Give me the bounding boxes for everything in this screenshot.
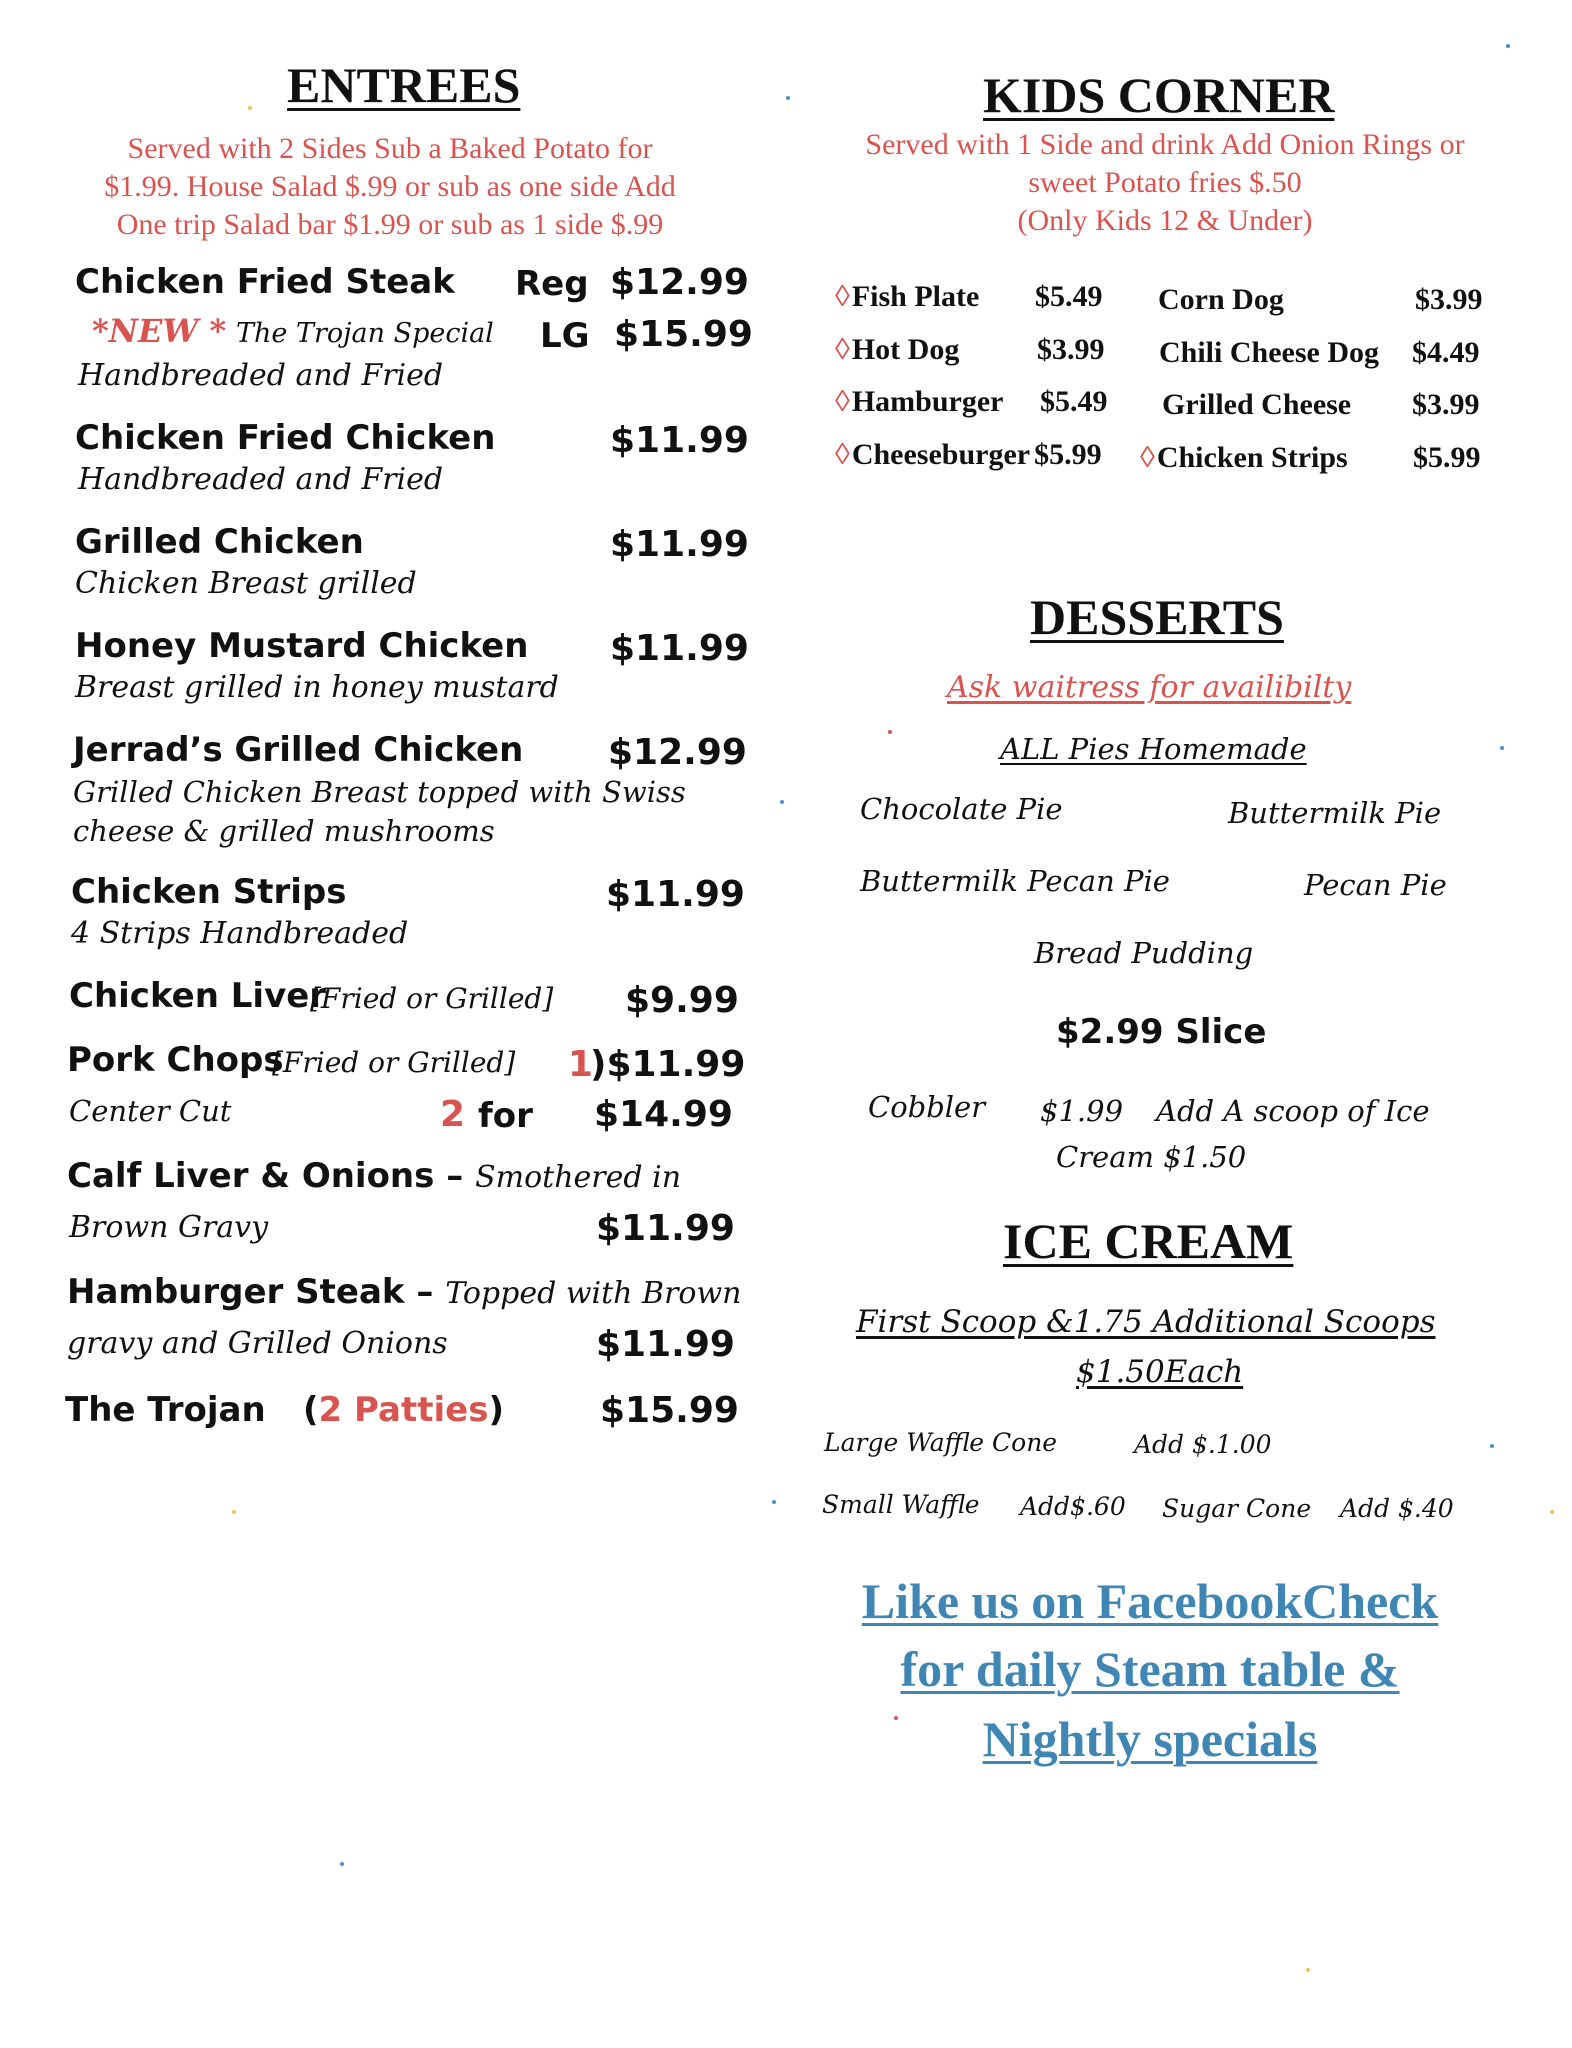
cobbler-label: Cobbler bbox=[868, 1090, 986, 1124]
diamond-icon: ◊ bbox=[1140, 441, 1155, 474]
all-pies-homemade: ALL Pies Homemade bbox=[1000, 732, 1307, 766]
kids-item-price: $3.99 bbox=[1412, 388, 1480, 421]
kids-item-price: $5.99 bbox=[1413, 441, 1481, 474]
item-desc: 4 Strips Handbreaded bbox=[71, 916, 409, 951]
item-desc: Handbreaded and Fried bbox=[78, 358, 444, 393]
entrees-note-line: One trip Salad bar $1.99 or sub as 1 side $.99 bbox=[116, 208, 664, 241]
item-honey-mustard-chicken: Honey Mustard Chicken bbox=[75, 626, 529, 666]
cobbler-addon-price: Cream $1.50 bbox=[1056, 1140, 1247, 1174]
speckle bbox=[1306, 1968, 1310, 1972]
item-desc: Brown Gravy bbox=[69, 1210, 269, 1245]
kids-item-name: Chicken Strips bbox=[1156, 441, 1348, 474]
item-name: Hamburger Steak bbox=[67, 1272, 405, 1312]
kids-item-chili-cheese-dog: Chili Cheese Dog bbox=[1159, 336, 1379, 369]
entrees-title: ENTREES bbox=[287, 57, 521, 113]
pie-pecan: Pecan Pie bbox=[1304, 868, 1447, 902]
speckle bbox=[780, 800, 784, 804]
kids-item-price: $5.49 bbox=[1035, 280, 1103, 313]
speckle bbox=[786, 96, 790, 100]
cobbler-price: $1.99 bbox=[1040, 1094, 1124, 1128]
item-the-trojan: The Trojan bbox=[65, 1390, 266, 1430]
ask-waitress-note: Ask waitress for availibilty bbox=[947, 670, 1352, 705]
pie-buttermilk: Buttermilk Pie bbox=[1228, 796, 1442, 830]
item-price: $12.99 bbox=[608, 732, 747, 773]
kids-item-price: $3.99 bbox=[1415, 283, 1483, 316]
diamond-icon: ◊ bbox=[835, 438, 850, 471]
bread-pudding: Bread Pudding bbox=[1034, 936, 1254, 970]
item-desc: cheese & grilled mushrooms bbox=[73, 814, 495, 848]
kids-item-price: $5.49 bbox=[1040, 385, 1108, 418]
kids-item-fish-plate bbox=[835, 280, 979, 314]
item-patties bbox=[303, 1390, 504, 1430]
item-option: [Fried or Grilled] bbox=[272, 1046, 516, 1079]
speckle bbox=[248, 106, 252, 110]
speckle bbox=[1500, 746, 1504, 750]
large-waffle-cone: Large Waffle Cone bbox=[824, 1428, 1058, 1457]
pie-chocolate: Chocolate Pie bbox=[860, 792, 1063, 826]
item-chicken-strips: Chicken Strips bbox=[71, 872, 347, 912]
kids-item-name: Fish Plate bbox=[851, 280, 980, 313]
speckle bbox=[888, 730, 892, 734]
item-chicken-fried-chicken: Chicken Fried Chicken bbox=[75, 418, 496, 458]
item-price: $11.99 bbox=[610, 420, 749, 461]
facebook-line[interactable]: for daily Steam table & bbox=[900, 1641, 1400, 1697]
entrees-note bbox=[70, 130, 710, 244]
dash: – bbox=[434, 1156, 476, 1196]
item-calf-liver bbox=[67, 1156, 681, 1196]
kids-item-hot-dog bbox=[835, 333, 959, 367]
facebook-line[interactable]: Like us on FacebookCheck bbox=[861, 1573, 1439, 1629]
large-waffle-price: Add $.1.00 bbox=[1134, 1430, 1272, 1459]
item-chicken-liver: Chicken Liver bbox=[69, 976, 327, 1016]
additional-scoop-price: $1.50Each bbox=[1076, 1354, 1244, 1390]
desserts-title: DESSERTS bbox=[1030, 589, 1284, 645]
pie-buttermilk-pecan: Buttermilk Pecan Pie bbox=[860, 864, 1170, 898]
item-price: $11.99 bbox=[606, 874, 745, 915]
pork-chops-qty-2: 2 bbox=[440, 1094, 466, 1135]
for-label: for bbox=[478, 1096, 533, 1136]
entrees-note-line: $1.99. House Salad $.99 or sub as one side Add bbox=[104, 170, 676, 203]
speckle bbox=[772, 1500, 776, 1504]
dash: – bbox=[404, 1272, 446, 1312]
item-name: Calf Liver & Onions bbox=[67, 1156, 435, 1196]
kids-item-price: $3.99 bbox=[1037, 333, 1105, 366]
item-desc: Smothered in bbox=[475, 1160, 682, 1195]
facebook-line[interactable]: Nightly specials bbox=[982, 1711, 1318, 1767]
kids-corner-title: KIDS CORNER bbox=[983, 67, 1335, 123]
diamond-icon: ◊ bbox=[835, 333, 850, 366]
kids-item-name: Hamburger bbox=[851, 385, 1004, 418]
pork-chops-qty-1: 1 bbox=[568, 1044, 594, 1085]
item-price: $15.99 bbox=[600, 1390, 739, 1431]
speckle bbox=[1506, 44, 1510, 48]
lg-price: $15.99 bbox=[614, 314, 753, 355]
pork-chops-price-1: )$11.99 bbox=[590, 1044, 746, 1085]
kids-note-line: (Only Kids 12 & Under) bbox=[1017, 204, 1313, 237]
sugar-cone-price: Add $.40 bbox=[1340, 1494, 1454, 1523]
small-waffle: Small Waffle bbox=[822, 1490, 980, 1519]
kids-item-corn-dog: Corn Dog bbox=[1158, 283, 1284, 316]
item-price: $11.99 bbox=[610, 524, 749, 565]
kids-item-price: $5.99 bbox=[1034, 438, 1102, 471]
item-desc: Handbreaded and Fried bbox=[78, 462, 444, 497]
kids-item-price: $4.49 bbox=[1412, 336, 1480, 369]
item-jerrads-grilled-chicken: Jerrad’s Grilled Chicken bbox=[73, 730, 524, 770]
small-waffle-price: Add$.60 bbox=[1020, 1492, 1126, 1521]
item-pork-chops: Pork Chops bbox=[67, 1040, 284, 1080]
item-price: $11.99 bbox=[596, 1208, 735, 1249]
speckle bbox=[894, 1716, 898, 1720]
item-desc: Breast grilled in honey mustard bbox=[75, 670, 559, 705]
item-hamburger-steak bbox=[67, 1272, 741, 1312]
item-desc: Grilled Chicken Breast topped with Swiss bbox=[73, 775, 686, 809]
patties-count: 2 Patties bbox=[318, 1390, 489, 1430]
kids-item-cheeseburger bbox=[835, 438, 1102, 472]
item-price: $11.99 bbox=[610, 628, 749, 669]
paren-close: ) bbox=[488, 1390, 504, 1430]
item-desc: Center Cut bbox=[69, 1094, 232, 1128]
paren-open: ( bbox=[303, 1390, 319, 1430]
entrees-note-line: Served with 2 Sides Sub a Baked Potato for bbox=[127, 132, 653, 165]
trojan-special-label: The Trojan Special bbox=[236, 318, 494, 349]
reg-label: Reg bbox=[515, 264, 589, 304]
item-chicken-fried-steak: Chicken Fried Steak bbox=[75, 262, 455, 302]
speckle bbox=[340, 1862, 344, 1866]
kids-note-line: Served with 1 Side and drink Add Onion Rings or bbox=[865, 128, 1465, 161]
sugar-cone: Sugar Cone bbox=[1162, 1494, 1312, 1523]
diamond-icon: ◊ bbox=[835, 385, 850, 418]
diamond-icon: ◊ bbox=[835, 280, 850, 313]
pork-chops-price-2: $14.99 bbox=[594, 1094, 733, 1135]
item-price: $11.99 bbox=[596, 1324, 735, 1365]
kids-item-name: Cheeseburger bbox=[851, 438, 1031, 471]
slice-price: $2.99 Slice bbox=[1056, 1012, 1267, 1052]
kids-item-chicken-strips bbox=[1140, 441, 1348, 475]
kids-note bbox=[830, 126, 1500, 240]
new-badge: *NEW * bbox=[92, 312, 227, 350]
item-option: [Fried or Grilled] bbox=[310, 982, 554, 1015]
kids-item-name: Hot Dog bbox=[851, 333, 960, 366]
scoop-pricing: First Scoop &1.75 Additional Scoops bbox=[856, 1304, 1436, 1340]
ice-cream-title: ICE CREAM bbox=[1003, 1213, 1294, 1269]
kids-note-line: sweet Potato fries $.50 bbox=[1028, 166, 1302, 199]
item-desc: gravy and Grilled Onions bbox=[67, 1326, 448, 1361]
item-desc: Chicken Breast grilled bbox=[75, 566, 417, 601]
kids-item-grilled-cheese: Grilled Cheese bbox=[1162, 388, 1352, 421]
speckle bbox=[1490, 1444, 1494, 1448]
cobbler-addon: Add A scoop of Ice bbox=[1156, 1094, 1430, 1128]
reg-price: $12.99 bbox=[610, 262, 749, 303]
item-desc: Topped with Brown bbox=[445, 1276, 742, 1311]
kids-item-hamburger bbox=[835, 385, 1003, 419]
lg-label: LG bbox=[540, 316, 590, 356]
item-grilled-chicken: Grilled Chicken bbox=[75, 522, 364, 562]
speckle bbox=[232, 1510, 236, 1514]
item-price: $9.99 bbox=[625, 980, 739, 1021]
speckle bbox=[1550, 1510, 1554, 1514]
